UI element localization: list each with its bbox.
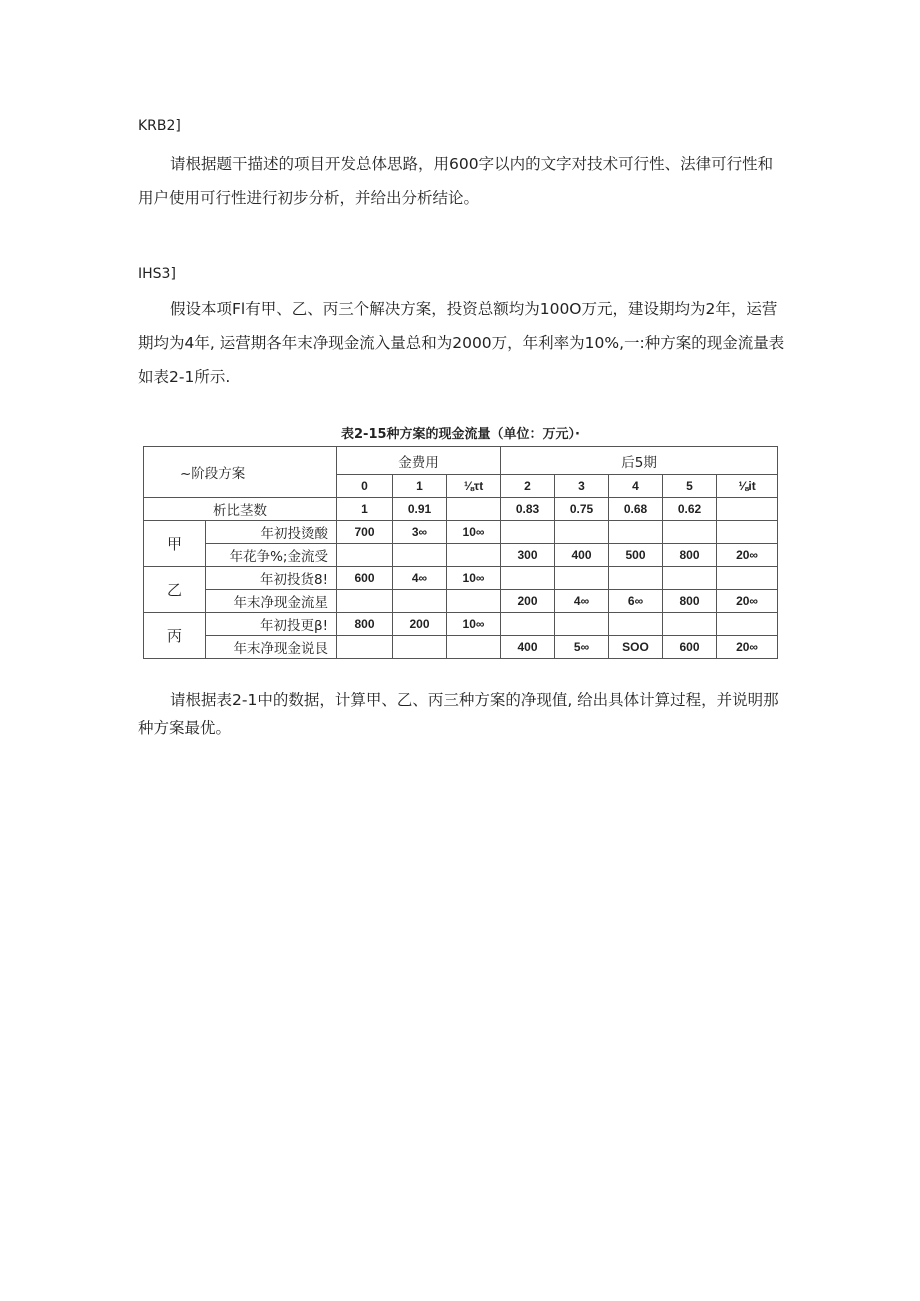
discount-row — [144, 498, 778, 521]
flow-cell: 300 — [501, 544, 555, 567]
empty-cell — [337, 544, 393, 567]
plan-c-name: 丙 — [144, 613, 206, 659]
empty-cell — [447, 544, 501, 567]
period-cell: 5 — [663, 475, 717, 498]
plan-a-invest-label: 年初投烫酸 — [206, 521, 337, 544]
plan-a-flow-row — [144, 544, 778, 567]
empty-cell — [393, 636, 447, 659]
plan-b-name: 乙 — [144, 567, 206, 613]
plan-c-flow-label: 年末净现金说艮 — [206, 636, 337, 659]
invest-cell: 600 — [337, 567, 393, 590]
empty-cell — [717, 613, 778, 636]
flow-cell: 5∞ — [555, 636, 609, 659]
empty-cell — [501, 521, 555, 544]
flow-cell: SOO — [609, 636, 663, 659]
table-caption: 表2-15种方案的现金流量（单位：万元）· — [341, 427, 580, 442]
empty-cell — [393, 544, 447, 567]
period-cell: 4 — [609, 475, 663, 498]
section-2-text: 请根据题干描述的项目开发总体思路，用600字以内的文字对技术可行性、法律可行性和用户使用可行性进行初步分析，并给出分析结论。 — [138, 155, 774, 207]
plan-a-flow-label: 年花争%;金流受 — [206, 544, 337, 567]
header-build-period: 金费用 — [337, 447, 501, 475]
section-2-paragraph — [138, 147, 788, 215]
discount-cell: 0.75 — [555, 498, 609, 521]
period-cell: ⅛it — [717, 475, 778, 498]
empty-cell — [609, 613, 663, 636]
header-stage-plan: ~阶段方案 — [144, 447, 337, 498]
invest-cell: 700 — [337, 521, 393, 544]
discount-cell — [447, 498, 501, 521]
invest-cell: 800 — [337, 613, 393, 636]
flow-cell: 600 — [663, 636, 717, 659]
empty-cell — [609, 521, 663, 544]
flow-cell: 500 — [609, 544, 663, 567]
flow-cell: 20∞ — [717, 544, 778, 567]
discount-label: 析比茎数 — [144, 498, 337, 521]
empty-cell — [393, 590, 447, 613]
invest-cell: 10∞ — [447, 567, 501, 590]
empty-cell — [663, 613, 717, 636]
flow-cell: 20∞ — [717, 636, 778, 659]
plan-c-flow-row — [144, 636, 778, 659]
discount-cell: 1 — [337, 498, 393, 521]
flow-cell: 800 — [663, 544, 717, 567]
empty-cell — [663, 521, 717, 544]
empty-cell — [717, 567, 778, 590]
discount-cell: 0.62 — [663, 498, 717, 521]
empty-cell — [447, 590, 501, 613]
empty-cell — [663, 567, 717, 590]
plan-a-invest-row — [144, 521, 778, 544]
discount-cell: 0.91 — [393, 498, 447, 521]
empty-cell — [501, 567, 555, 590]
invest-cell: 200 — [393, 613, 447, 636]
plan-b-invest-label: 年初投货8! — [206, 567, 337, 590]
discount-cell — [717, 498, 778, 521]
period-cell: 2 — [501, 475, 555, 498]
plan-c-invest-row — [144, 613, 778, 636]
flow-cell: 800 — [663, 590, 717, 613]
empty-cell — [501, 613, 555, 636]
empty-cell — [447, 636, 501, 659]
section-3-text: 假设本项Fl有甲、乙、丙三个解决方案，投资总额均为100O万元，建设期均为2年，运营期均为4年, 运营期各年末净现金流入量总和为2000万，年利率为10%,一:种方案的现金流量表如表2-1所示. — [138, 300, 785, 386]
section-2-label: KRB2] — [138, 118, 181, 134]
empty-cell — [609, 567, 663, 590]
empty-cell — [337, 590, 393, 613]
flow-cell: 6∞ — [609, 590, 663, 613]
header-operation-period: 后5期 — [501, 447, 778, 475]
discount-cell: 0.83 — [501, 498, 555, 521]
invest-cell: 3∞ — [393, 521, 447, 544]
plan-b-flow-row — [144, 590, 778, 613]
plan-b-invest-row — [144, 567, 778, 590]
empty-cell — [555, 521, 609, 544]
discount-cell: 0.68 — [609, 498, 663, 521]
question-text: 请根据表2-1中的数据，计算甲、乙、丙三种方案的净现值, 给出具体计算过程，并说明那种方案最优。 — [138, 691, 779, 737]
section-3-label: IHS3] — [138, 266, 176, 282]
section-3-paragraph — [138, 292, 788, 394]
invest-cell: 4∞ — [393, 567, 447, 590]
question-paragraph — [138, 686, 788, 742]
cash-flow-table — [143, 446, 778, 659]
flow-cell: 20∞ — [717, 590, 778, 613]
invest-cell: 10∞ — [447, 521, 501, 544]
flow-cell: 400 — [501, 636, 555, 659]
header-row-groups — [144, 447, 778, 475]
flow-cell: 200 — [501, 590, 555, 613]
flow-cell: 4∞ — [555, 590, 609, 613]
flow-cell: 400 — [555, 544, 609, 567]
empty-cell — [717, 521, 778, 544]
empty-cell — [555, 613, 609, 636]
period-cell: ⅛τt — [447, 475, 501, 498]
empty-cell — [337, 636, 393, 659]
period-cell: 0 — [337, 475, 393, 498]
empty-cell — [555, 567, 609, 590]
invest-cell: 10∞ — [447, 613, 501, 636]
period-cell: 3 — [555, 475, 609, 498]
plan-c-invest-label: 年初投更β! — [206, 613, 337, 636]
plan-a-name: 甲 — [144, 521, 206, 567]
period-cell: 1 — [393, 475, 447, 498]
plan-b-flow-label: 年末净现金流星 — [206, 590, 337, 613]
